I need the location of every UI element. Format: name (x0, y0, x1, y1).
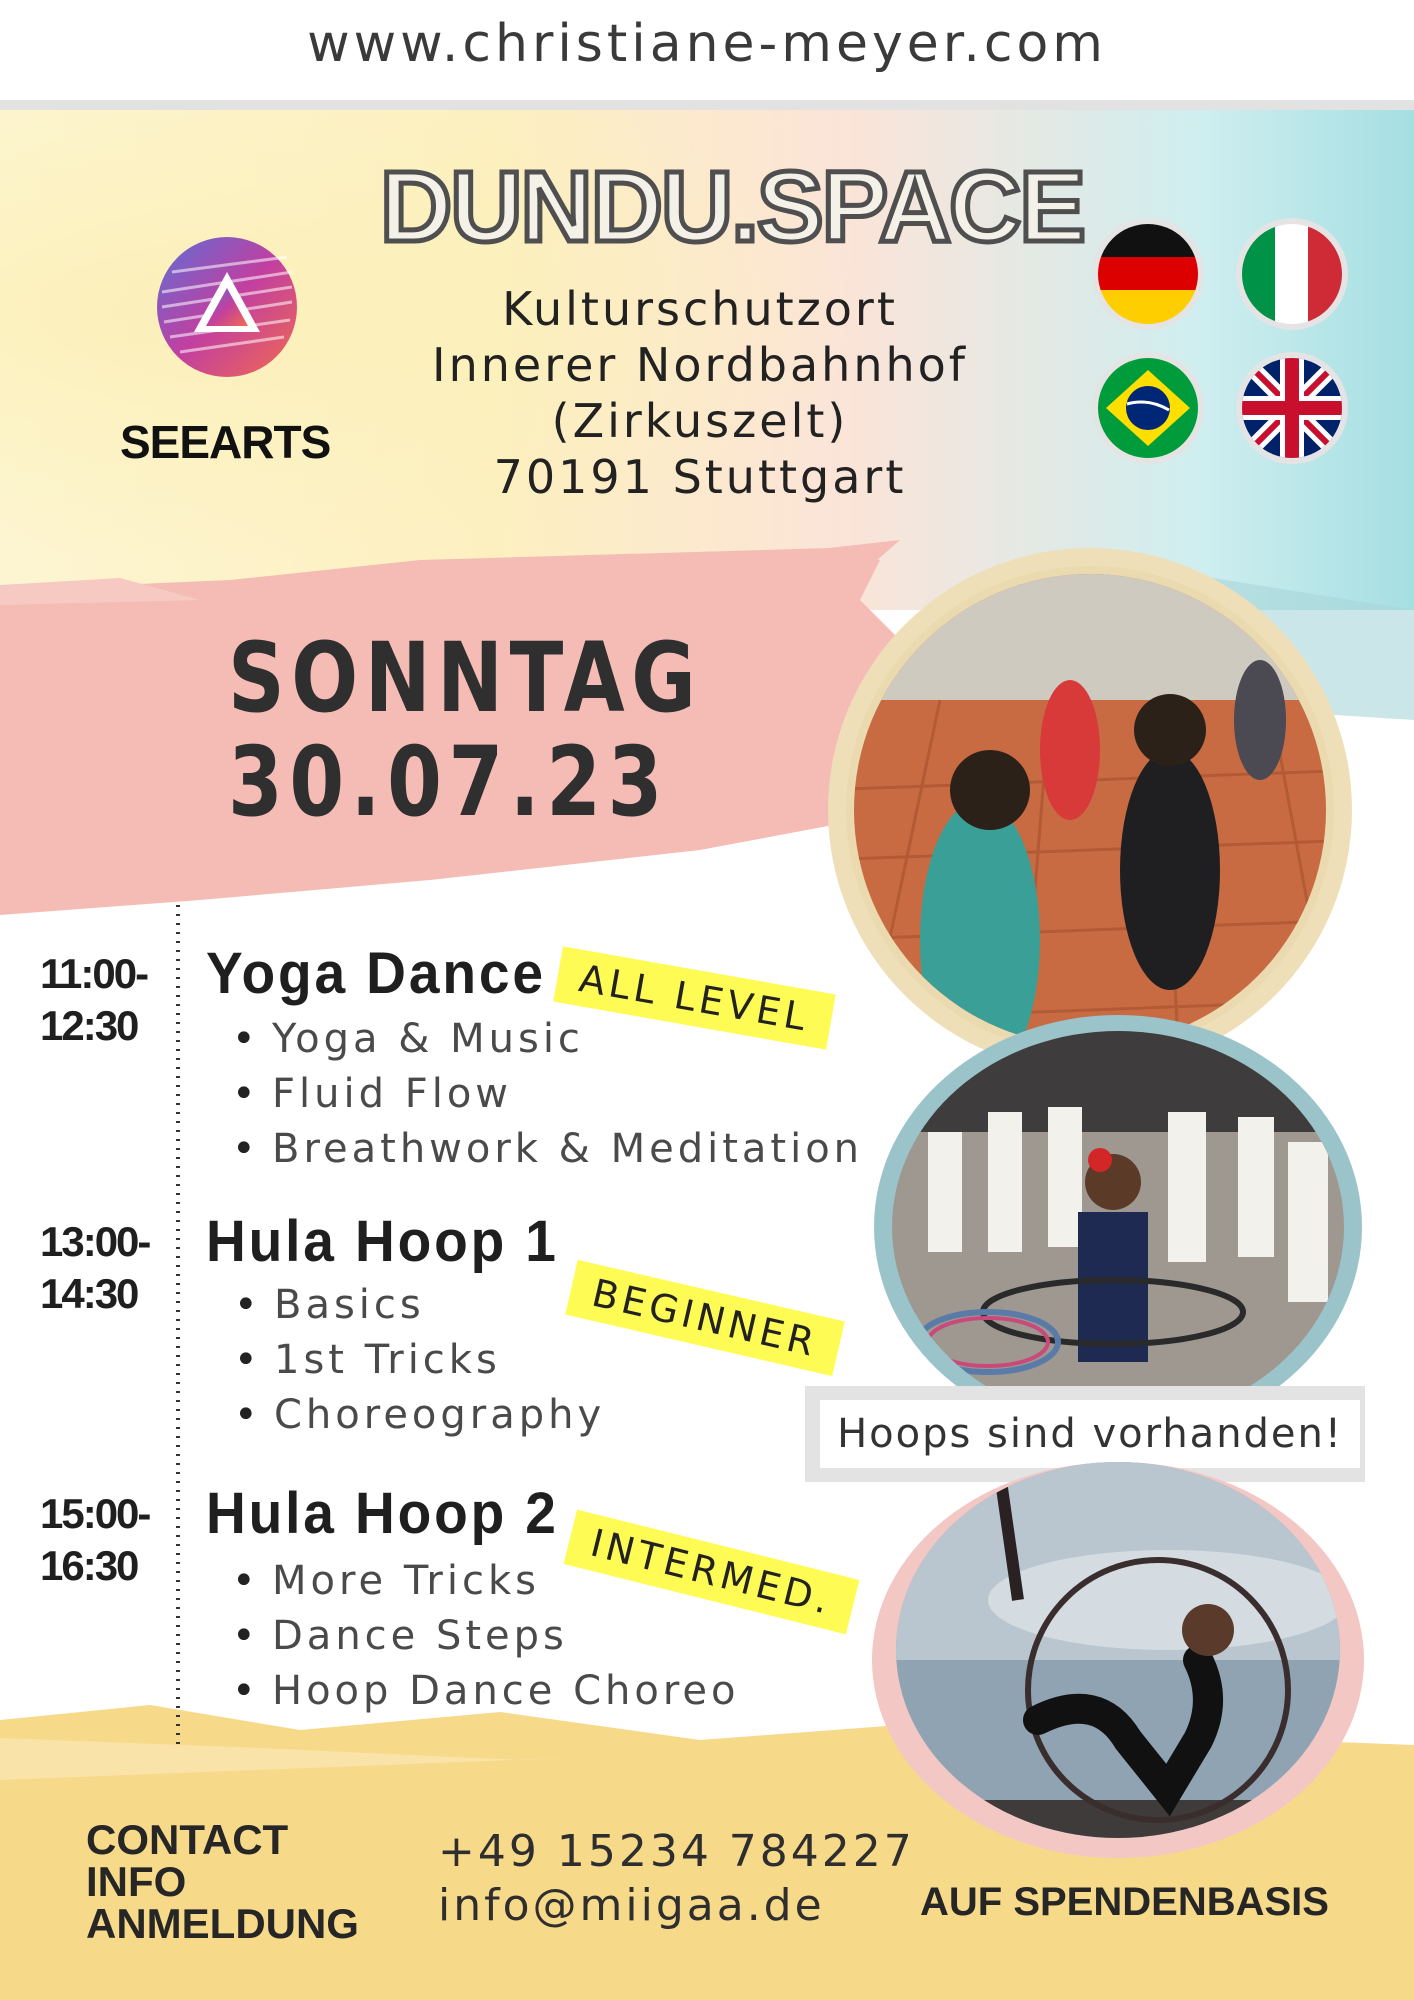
session-time-start: 11:00- (40, 950, 148, 997)
contact-email[interactable]: info@miigaa.de (438, 1880, 825, 1931)
session-time-end: 16:30 (40, 1542, 138, 1589)
address-line: Kulturschutzort (502, 282, 898, 336)
address-line: Innerer Nordbahnhof (432, 338, 968, 392)
brazil-flag-icon (1092, 352, 1204, 464)
session-items (234, 1278, 605, 1443)
donation-note: AUF SPENDENBASIS (920, 1880, 1329, 1924)
contact-label: INFO (86, 1858, 187, 1905)
yoga-dance-photo (820, 540, 1360, 1080)
germany-flag-icon (1092, 218, 1204, 330)
session-time-end: 14:30 (40, 1270, 138, 1317)
session-title: Yoga Dance (206, 941, 546, 1006)
italy-flag-icon (1236, 218, 1348, 330)
event-day: SONNTAG (228, 622, 703, 734)
hula-hoop-class-photo (868, 1012, 1368, 1442)
level-badge: INTERMED. (564, 1510, 860, 1635)
event-date: 30.07.23 (228, 726, 669, 838)
seearts-logo-text: SEEARTS (120, 416, 331, 468)
contact-label: CONTACT (86, 1816, 289, 1863)
contact-label: ANMELDUNG (86, 1900, 359, 1947)
website-url[interactable]: www.christiane-meyer.com (307, 14, 1107, 74)
session-time-start: 13:00- (40, 1218, 150, 1265)
aerial-hoop-photo (868, 1460, 1368, 1860)
session-item: • Hoop Dance Choreo (232, 1664, 740, 1719)
session-item: • More Tricks (232, 1554, 740, 1609)
session-item: • Fluid Flow (232, 1067, 863, 1122)
session-item: • Choreography (234, 1388, 605, 1443)
triangle-spiral-logo-icon (152, 232, 302, 382)
session-item: • 1st Tricks (234, 1333, 605, 1388)
session-item: • Basics (234, 1278, 605, 1333)
session-title: Hula Hoop 2 (206, 1481, 559, 1546)
session-title: Hula Hoop 1 (206, 1209, 559, 1274)
address-line: 70191 Stuttgart (493, 450, 907, 504)
level-badge: BEGINNER (565, 1260, 845, 1376)
venue-title: DUNDU.SPACE (380, 151, 1084, 263)
session-time-start: 15:00- (40, 1490, 150, 1537)
session-item: • Breathwork & Meditation (232, 1122, 863, 1177)
address-line: (Zirkuszelt) (551, 394, 849, 448)
level-badge: ALL LEVEL (553, 946, 835, 1049)
session-item: • Yoga & Music (232, 1012, 863, 1067)
contact-phone[interactable]: +49 15234 784227 (438, 1826, 915, 1877)
hoops-note: Hoops sind vorhanden! (820, 1400, 1360, 1468)
session-item: • Dance Steps (232, 1609, 740, 1664)
session-time-end: 12:30 (40, 1002, 138, 1049)
uk-flag-icon (1236, 352, 1348, 464)
